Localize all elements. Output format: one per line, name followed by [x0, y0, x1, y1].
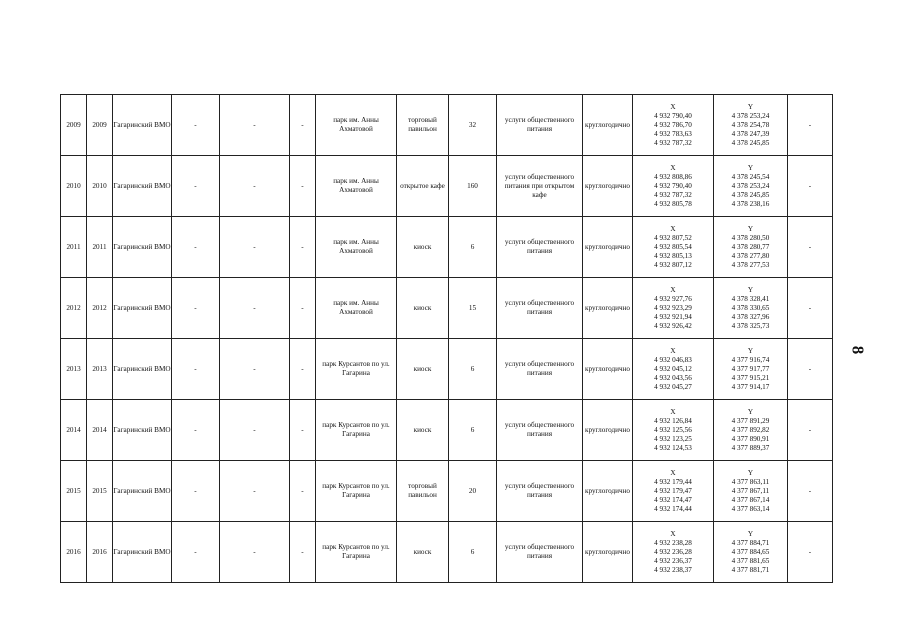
cell-org: Гагаринский ВМО: [113, 278, 172, 339]
cell-last: -: [788, 522, 833, 583]
coord-x-value: 4 932 790,40: [654, 111, 692, 120]
placement-table: [60, 94, 833, 583]
coord-x-value: 4 932 124,53: [654, 443, 692, 452]
table-row: [61, 400, 833, 461]
cell-c4: -: [172, 95, 220, 156]
coord-y-value: 4 378 327,96: [731, 312, 770, 321]
cell-n1: 2013: [61, 339, 87, 400]
cell-kind: торговый павильон: [397, 461, 449, 522]
cell-service: услуги общественного питания при открытом кафе: [497, 156, 583, 217]
coord-y-value: 4 378 330,65: [731, 303, 770, 312]
coord-y-value: 4 378 245,54: [731, 172, 770, 181]
cell-c6: -: [290, 522, 316, 583]
cell-period: круглогодично: [583, 400, 633, 461]
cell-area: 160: [449, 156, 497, 217]
coords-y-cell: [714, 217, 788, 278]
cell-last: -: [788, 217, 833, 278]
cell-location: парк Курсантов по ул. Гагарина: [316, 339, 397, 400]
cell-kind: киоск: [397, 217, 449, 278]
coord-y-value: Y: [747, 285, 754, 294]
cell-n1: 2014: [61, 400, 87, 461]
cell-n1: 2012: [61, 278, 87, 339]
coord-y-value: 4 377 917,77: [731, 364, 770, 373]
coord-y-value: Y: [747, 346, 754, 355]
coord-y-value: 4 377 892,82: [731, 425, 770, 434]
coord-x-value: 4 932 783,63: [654, 129, 692, 138]
coord-x-value: 4 932 238,37: [654, 565, 692, 574]
page-number: 8: [848, 345, 868, 355]
cell-c4: -: [172, 522, 220, 583]
cell-org: Гагаринский ВМО: [113, 522, 172, 583]
cell-c6: -: [290, 95, 316, 156]
cell-location: парк им. Анны Ахматовой: [316, 156, 397, 217]
coord-y-value: 4 378 277,53: [731, 260, 770, 269]
cell-n1: 2010: [61, 156, 87, 217]
coord-x-value: X: [670, 346, 676, 355]
coord-y-value: 4 378 328,41: [731, 294, 770, 303]
cell-last: -: [788, 339, 833, 400]
coord-y-value: 4 377 891,29: [731, 416, 770, 425]
coord-y-value: Y: [747, 529, 754, 538]
cell-last: -: [788, 278, 833, 339]
table-row: [61, 156, 833, 217]
coords-x-cell: [633, 278, 714, 339]
coord-y-value: 4 377 881,65: [731, 556, 770, 565]
table-row: [61, 217, 833, 278]
cell-c4: -: [172, 400, 220, 461]
cell-service: услуги общественного питания: [497, 400, 583, 461]
coords-x-cell: [633, 339, 714, 400]
cell-period: круглогодично: [583, 339, 633, 400]
cell-period: круглогодично: [583, 522, 633, 583]
coord-x-value: 4 932 179,47: [654, 486, 692, 495]
coord-x-value: 4 932 921,94: [654, 312, 692, 321]
cell-period: круглогодично: [583, 217, 633, 278]
coord-y-value: Y: [747, 407, 754, 416]
coord-y-value: 4 377 915,21: [731, 373, 770, 382]
cell-last: -: [788, 400, 833, 461]
coord-y-value: 4 378 254,78: [731, 120, 770, 129]
cell-kind: киоск: [397, 522, 449, 583]
coord-x-value: 4 932 126,84: [654, 416, 692, 425]
coords-y-cell: [714, 400, 788, 461]
coord-y-value: 4 378 325,73: [731, 321, 770, 330]
cell-n2: 2014: [87, 400, 113, 461]
cell-n2: 2009: [87, 95, 113, 156]
coord-y-value: 4 378 238,16: [731, 199, 770, 208]
coord-x-value: 4 932 923,29: [654, 303, 692, 312]
coords-y-cell: [714, 522, 788, 583]
coord-x-value: X: [670, 285, 676, 294]
cell-location: парк им. Анны Ахматовой: [316, 95, 397, 156]
coord-x-value: 4 932 807,52: [654, 233, 692, 242]
cell-org: Гагаринский ВМО: [113, 339, 172, 400]
coord-y-value: 4 377 863,14: [731, 504, 770, 513]
cell-service: услуги общественного питания: [497, 95, 583, 156]
cell-last: -: [788, 461, 833, 522]
cell-c6: -: [290, 156, 316, 217]
coords-x-cell: [633, 400, 714, 461]
cell-org: Гагаринский ВМО: [113, 217, 172, 278]
coord-x-value: 4 932 174,44: [654, 504, 692, 513]
coord-x-value: 4 932 236,28: [654, 547, 692, 556]
coords-y-cell: [714, 156, 788, 217]
coord-y-value: 4 377 884,71: [731, 538, 770, 547]
cell-period: круглогодично: [583, 278, 633, 339]
coord-x-value: 4 932 125,56: [654, 425, 692, 434]
coord-x-value: 4 932 174,47: [654, 495, 692, 504]
coord-x-value: 4 932 805,54: [654, 242, 692, 251]
table-row: [61, 95, 833, 156]
coord-y-value: 4 377 884,65: [731, 547, 770, 556]
coord-x-value: 4 932 045,12: [654, 364, 692, 373]
cell-service: услуги общественного питания: [497, 339, 583, 400]
cell-location: парк Курсантов по ул. Гагарина: [316, 400, 397, 461]
coord-y-value: Y: [747, 468, 754, 477]
table-row: [61, 522, 833, 583]
cell-last: -: [788, 156, 833, 217]
cell-service: услуги общественного питания: [497, 461, 583, 522]
cell-c6: -: [290, 400, 316, 461]
coord-x-value: X: [670, 163, 676, 172]
table-row: [61, 278, 833, 339]
coord-y-value: 4 378 245,85: [731, 190, 770, 199]
coords-y-cell: [714, 95, 788, 156]
cell-kind: киоск: [397, 339, 449, 400]
cell-c5: -: [220, 95, 290, 156]
cell-location: парк им. Анны Ахматовой: [316, 217, 397, 278]
table-row: [61, 461, 833, 522]
cell-n2: 2012: [87, 278, 113, 339]
coord-y-value: 4 377 867,14: [731, 495, 770, 504]
coord-y-value: 4 378 245,85: [731, 138, 770, 147]
coord-x-value: 4 932 805,13: [654, 251, 692, 260]
cell-c5: -: [220, 461, 290, 522]
cell-kind: киоск: [397, 278, 449, 339]
coord-x-value: 4 932 046,83: [654, 355, 692, 364]
cell-n1: 2011: [61, 217, 87, 278]
coord-y-value: Y: [747, 102, 754, 111]
coord-x-value: 4 932 926,42: [654, 321, 692, 330]
cell-n2: 2016: [87, 522, 113, 583]
cell-c6: -: [290, 217, 316, 278]
cell-c6: -: [290, 278, 316, 339]
coord-x-value: 4 932 808,86: [654, 172, 692, 181]
cell-c5: -: [220, 217, 290, 278]
cell-c5: -: [220, 400, 290, 461]
cell-area: 32: [449, 95, 497, 156]
cell-n1: 2015: [61, 461, 87, 522]
cell-c4: -: [172, 339, 220, 400]
cell-location: парк Курсантов по ул. Гагарина: [316, 461, 397, 522]
coords-y-cell: [714, 339, 788, 400]
cell-org: Гагаринский ВМО: [113, 95, 172, 156]
coord-y-value: 4 378 253,24: [731, 181, 770, 190]
cell-area: 6: [449, 400, 497, 461]
cell-kind: киоск: [397, 400, 449, 461]
coord-y-value: 4 377 889,37: [731, 443, 770, 452]
coord-x-value: 4 932 790,40: [654, 181, 692, 190]
cell-n2: 2015: [87, 461, 113, 522]
coord-y-value: 4 377 914,17: [731, 382, 770, 391]
coord-x-value: 4 932 123,25: [654, 434, 692, 443]
coord-x-value: 4 932 805,78: [654, 199, 692, 208]
coord-y-value: 4 378 277,80: [731, 251, 770, 260]
coord-y-value: Y: [747, 163, 754, 172]
coord-x-value: 4 932 179,44: [654, 477, 692, 486]
coords-y-cell: [714, 461, 788, 522]
coord-x-value: 4 932 045,27: [654, 382, 692, 391]
coord-x-value: X: [670, 102, 676, 111]
cell-period: круглогодично: [583, 461, 633, 522]
coord-x-value: 4 932 236,37: [654, 556, 692, 565]
cell-n2: 2011: [87, 217, 113, 278]
cell-last: -: [788, 95, 833, 156]
coords-x-cell: [633, 217, 714, 278]
coord-x-value: 4 932 043,56: [654, 373, 692, 382]
coord-x-value: 4 932 787,32: [654, 138, 692, 147]
table-row: [61, 339, 833, 400]
coord-x-value: 4 932 807,12: [654, 260, 692, 269]
cell-c4: -: [172, 217, 220, 278]
cell-service: услуги общественного питания: [497, 217, 583, 278]
coord-x-value: 4 932 787,32: [654, 190, 692, 199]
coords-y-cell: [714, 278, 788, 339]
coord-x-value: X: [670, 468, 676, 477]
coords-x-cell: [633, 522, 714, 583]
cell-c6: -: [290, 461, 316, 522]
cell-period: круглогодично: [583, 95, 633, 156]
coord-y-value: 4 377 916,74: [731, 355, 770, 364]
cell-area: 20: [449, 461, 497, 522]
coord-x-value: X: [670, 224, 676, 233]
coord-x-value: X: [670, 529, 676, 538]
coords-x-cell: [633, 156, 714, 217]
cell-c6: -: [290, 339, 316, 400]
cell-org: Гагаринский ВМО: [113, 461, 172, 522]
coord-y-value: 4 377 867,11: [731, 486, 770, 495]
coord-y-value: 4 378 247,39: [731, 129, 770, 138]
cell-c5: -: [220, 156, 290, 217]
cell-c4: -: [172, 156, 220, 217]
coord-y-value: 4 377 890,91: [731, 434, 770, 443]
cell-org: Гагаринский ВМО: [113, 156, 172, 217]
coord-x-value: 4 932 786,70: [654, 120, 692, 129]
cell-location: парк им. Анны Ахматовой: [316, 278, 397, 339]
coords-x-cell: [633, 461, 714, 522]
cell-period: круглогодично: [583, 156, 633, 217]
cell-c4: -: [172, 278, 220, 339]
cell-n1: 2009: [61, 95, 87, 156]
cell-c5: -: [220, 278, 290, 339]
coord-y-value: 4 378 253,24: [731, 111, 770, 120]
cell-org: Гагаринский ВМО: [113, 400, 172, 461]
coord-x-value: 4 932 238,28: [654, 538, 692, 547]
coord-y-value: Y: [747, 224, 754, 233]
coord-x-value: X: [670, 407, 676, 416]
cell-service: услуги общественного питания: [497, 522, 583, 583]
cell-n2: 2013: [87, 339, 113, 400]
coord-x-value: 4 932 927,76: [654, 294, 692, 303]
coord-y-value: 4 378 280,50: [731, 233, 770, 242]
coord-y-value: 4 377 881,71: [731, 565, 770, 574]
cell-n2: 2010: [87, 156, 113, 217]
cell-c5: -: [220, 522, 290, 583]
cell-c4: -: [172, 461, 220, 522]
coord-y-value: 4 378 280,77: [731, 242, 770, 251]
cell-c5: -: [220, 339, 290, 400]
cell-kind: торговый павильон: [397, 95, 449, 156]
cell-service: услуги общественного питания: [497, 278, 583, 339]
cell-area: 6: [449, 339, 497, 400]
cell-area: 6: [449, 217, 497, 278]
coords-x-cell: [633, 95, 714, 156]
coord-y-value: 4 377 863,11: [731, 477, 770, 486]
cell-n1: 2016: [61, 522, 87, 583]
cell-kind: открытое кафе: [397, 156, 449, 217]
cell-area: 15: [449, 278, 497, 339]
cell-area: 6: [449, 522, 497, 583]
cell-location: парк Курсантов по ул. Гагарина: [316, 522, 397, 583]
